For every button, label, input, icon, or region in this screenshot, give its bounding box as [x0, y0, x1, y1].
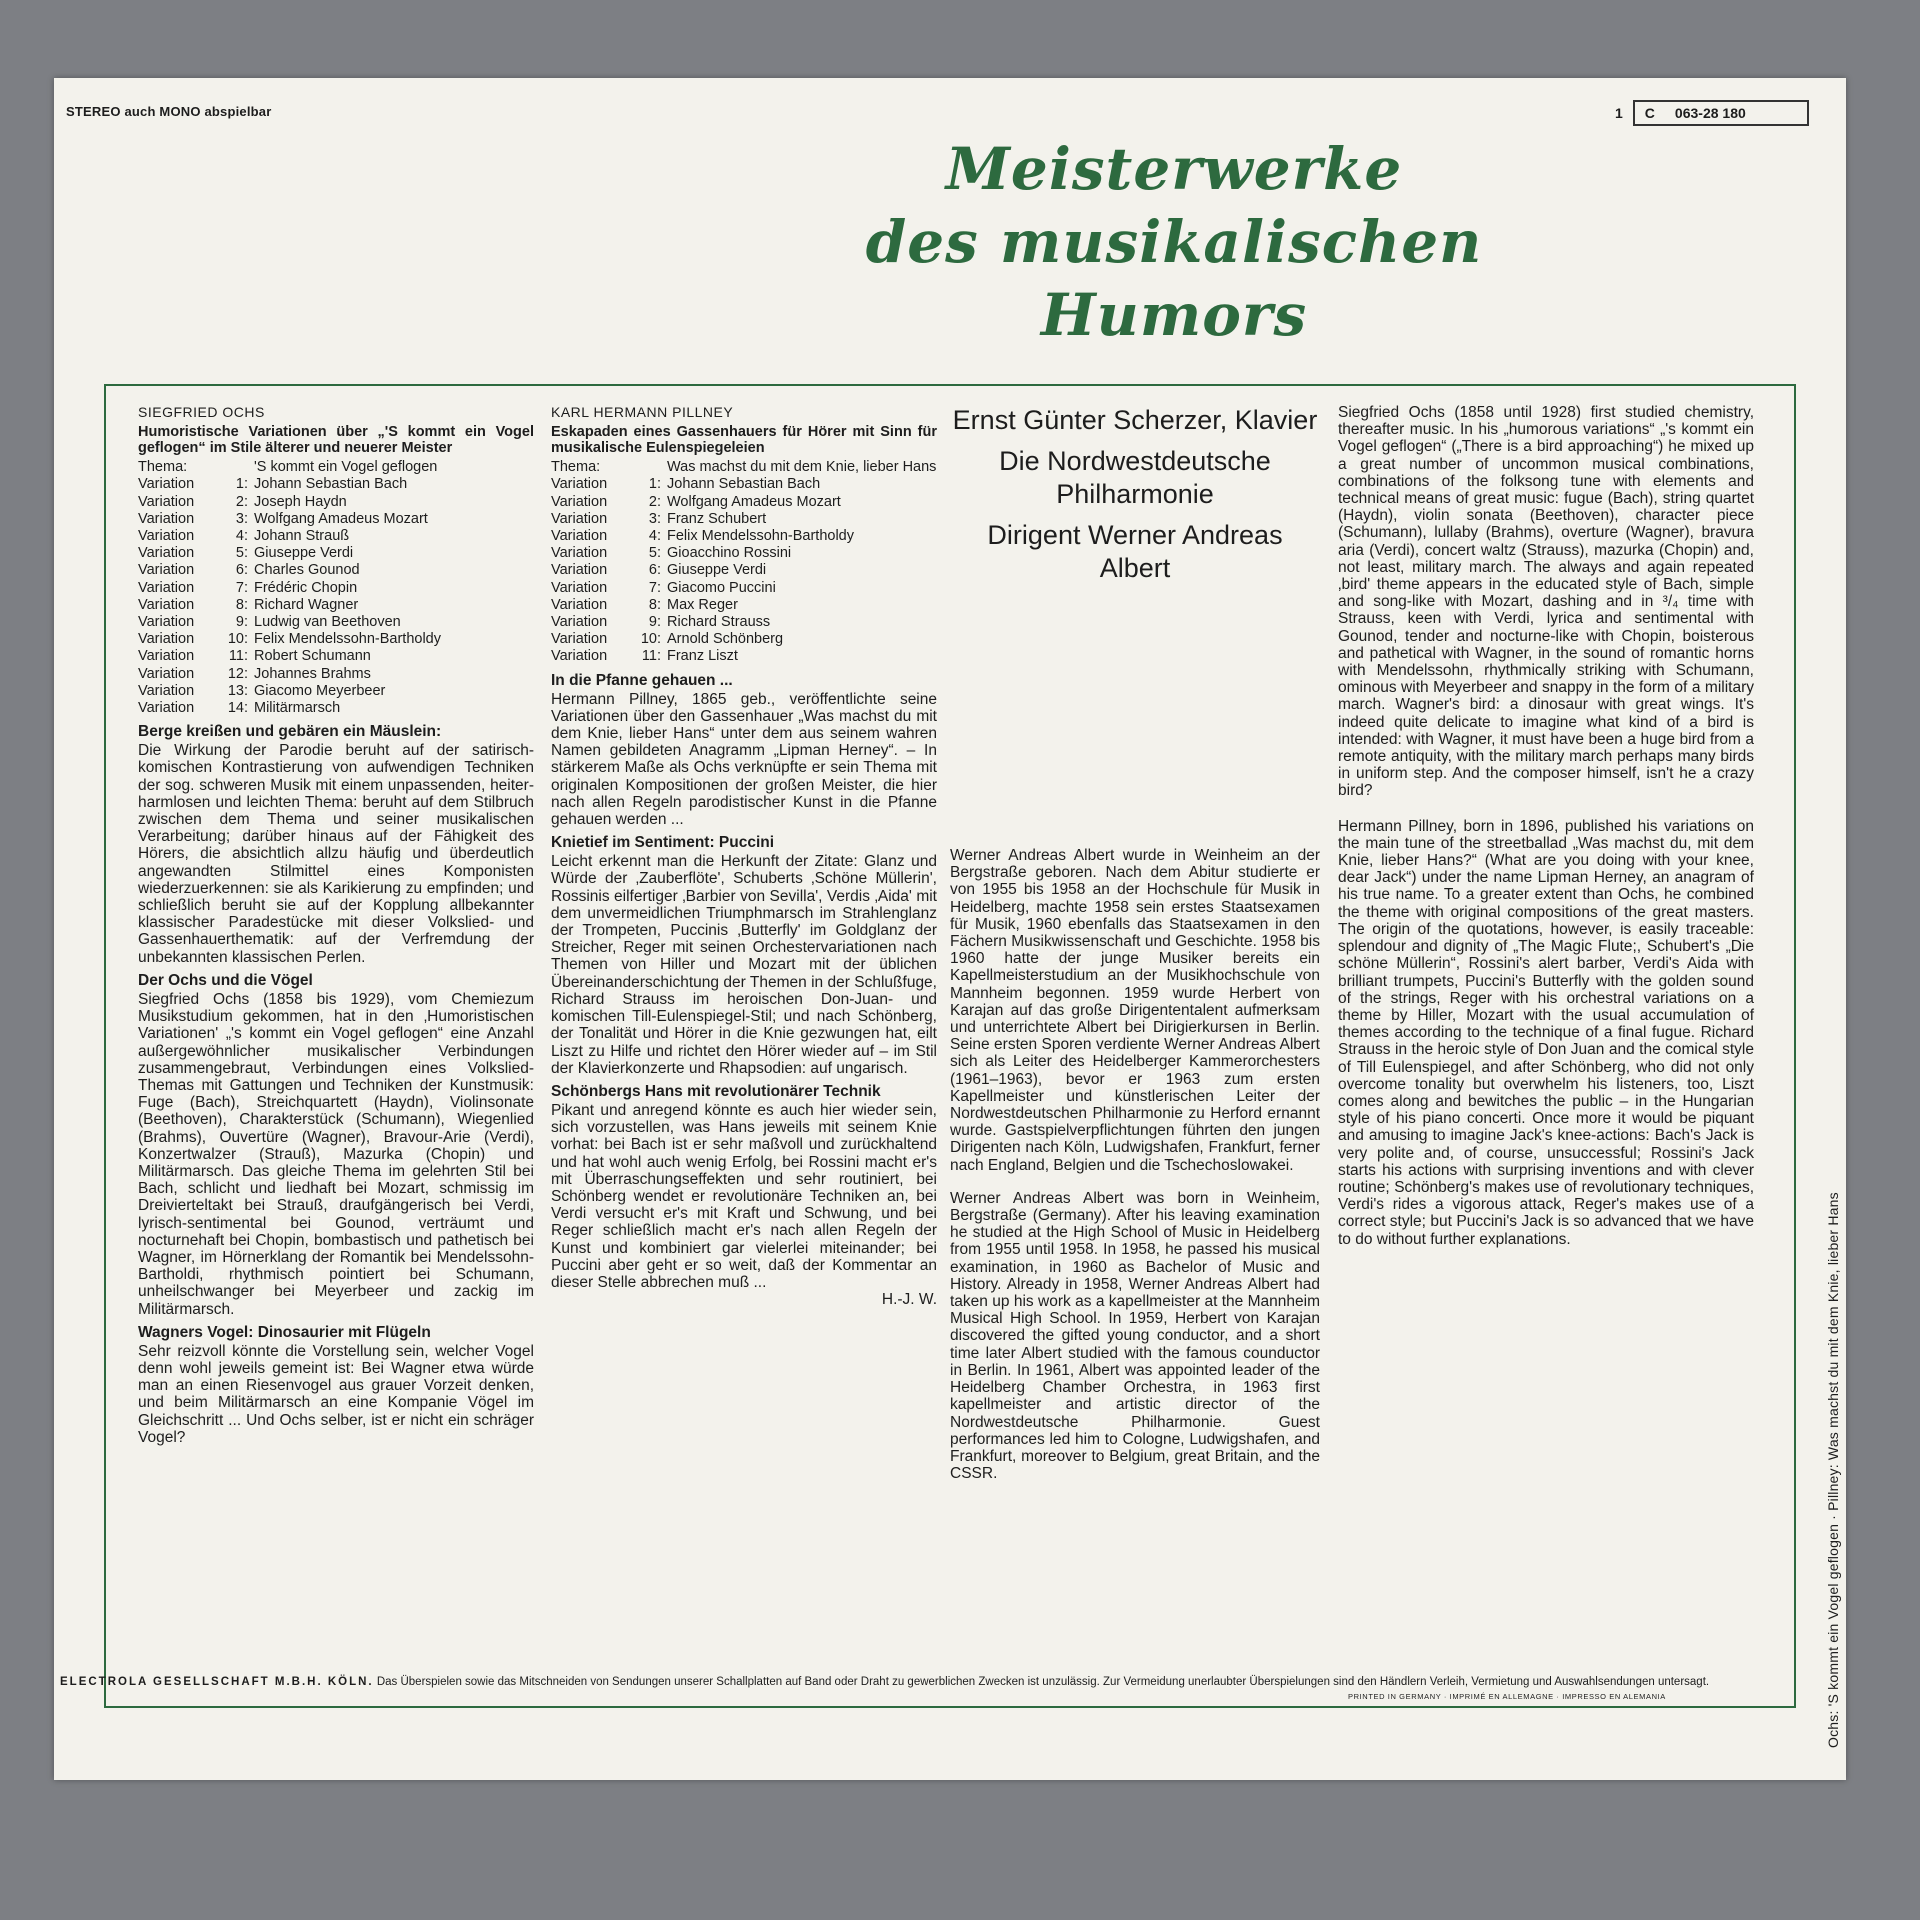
variation-number: 9: [648, 614, 661, 631]
column-ochs [138, 404, 534, 1446]
variation-row [138, 666, 534, 683]
section-heading: In die Pfanne gehauen ... [551, 671, 733, 689]
variation-number: 2: [648, 493, 661, 510]
footer-notice [60, 1675, 1760, 1690]
variation-row [138, 700, 534, 717]
variation-number: 4: [235, 528, 248, 545]
title-line-2: des musikalischen [865, 208, 1483, 276]
variation-composer: Johann Strauß [254, 528, 350, 545]
work-title: Eskapaden eines Gassenhauers für Hörer mit Sinn für musikalische Eulenspiegeleien [551, 424, 937, 457]
variation-composer: Johann Sebastian Bach [254, 476, 408, 493]
variation-row [551, 614, 937, 631]
variation-label: Variation [138, 579, 195, 596]
variation-row [551, 545, 937, 562]
thema-title: Was machst du mit dem Knie, lieber Hans [667, 459, 937, 476]
english-notes-pillney: Hermann Pillney, born in 1896, published his variations on the main tune of the streetballad „Was machst du, mit dem Knie, lieber Hans?“ (What are you doing with your knee, dear Jack“) under the name Lipman Herney, an anagram of his true name. To a greater extent than Ochs, he combined the theme with original compositions of the great masters. The origin of the quotations, however, is easily traceable: splendour and dignity of „The Magic Flute;, Schubert's „Die schöne Müllerin“, Rossini's alert barber, Verdi's Aida with brilliant trumpets, Puccini's Butterfly with the golden sound of the strings, Reger with his orchestral variations on a theme by Hiller, Mozart with the usual accumulation of themes according to the technique of a final fugue. Richard Strauss in the heroic style of Don Juan and the comical style of Till Eulenspiegel, and after Schönberg, who did not only overcome tonality but overwhelm his listeners, too, Liszt comes along and bewitches the public – in the Hungarian style of his piano concerti. Once more it would be piquant and amusing to imagine Jack's knee-actions: Bach's Jack is very polite and, of course, unsuccessful; Rossini's Jack starts his actions with surprising inventions and with clever routine; Schönberg's makes use of revolutionary techniques, Verdi's rides a vigorous attack, Reger's makes use of a correct style; but Puccini's Jack is so advanced that we have to do without further explanations. [1338, 817, 1754, 1248]
thema-label: Thema: [551, 459, 601, 476]
variation-label: Variation [138, 682, 195, 699]
variation-label: Variation [138, 493, 195, 510]
thema-title: 'S kommt ein Vogel geflogen [254, 459, 438, 476]
variation-number: 14: [227, 700, 248, 717]
variation-composer: Felix Mendelssohn-Bartholdy [254, 631, 441, 648]
variation-composer: Arnold Schönberg [667, 631, 784, 648]
variation-label: Variation [551, 562, 608, 579]
section-heading: Berge kreißen und gebären ein Mäuslein: [138, 723, 442, 741]
variation-number: 3: [235, 510, 248, 527]
variation-composer: Ludwig van Beethoven [254, 614, 401, 631]
variation-rows [551, 476, 937, 665]
variation-row [138, 494, 534, 511]
variation-label: Variation [138, 476, 195, 493]
section-text: Die Wirkung der Parodie beruht auf der satirisch-komischen Kontrastierung von aufwendigen Techniken der sog. schweren Musik mit einem unpassenden, heiter-harmlosen und leichten Thema: beruht auf dem Stilbruch zwischen dem Thema und seiner musikalischen Verarbeitung; darüber hinaus auf der Fähigkeit des Hörers, die absichtlich allzu häufig und überdeutlich angewandten Stilmittel eines Komponisten wiederzuerkennen: sie als Karikierung zu empfinden; und schließlich beruht sie auf der Kopplung allbekannter klassischer Paradestücke mit dieser Volkslied- und Gassenhauerthematik: auf der Verfremdung der unbekannten klassischen Perlen. [138, 742, 534, 966]
conductor-bio [950, 847, 1320, 1498]
variation-label: Variation [551, 596, 608, 613]
variation-number: 8: [648, 596, 661, 613]
section-heading: Der Ochs und die Vögel [138, 971, 313, 989]
thema-row [551, 459, 937, 476]
variation-label: Variation [551, 631, 608, 648]
section-heading: Schönbergs Hans mit revolutionärer Technik [551, 1082, 881, 1100]
variation-number: 10: [227, 631, 248, 648]
liner-notes-frame [104, 384, 1796, 1708]
variation-composer: Giacomo Meyerbeer [254, 682, 386, 699]
title-line-1: Meisterwerke [945, 135, 1403, 203]
printed-in-note: PRINTED IN GERMANY · IMPRIMÉ EN ALLEMAGNE · IMPRESSO EN ALEMANIA [1348, 1692, 1666, 1701]
variation-number: 2: [235, 493, 248, 510]
variation-row [551, 597, 937, 614]
variation-row [138, 511, 534, 528]
variation-label: Variation [138, 614, 195, 631]
column-performers [950, 404, 1320, 1483]
section-heading: Knietief im Sentiment: Puccini [551, 834, 775, 852]
section-text: Sehr reizvoll könnte die Vorstellung sein, welcher Vogel denn wohl jeweils gemeint ist: Bei Wagner etwa würde man an einen Riesenvogel aus grauer Vorzeit denken, und beim Militärmarsch an eine Kompanie Vögel im Gleichschritt ... Und Ochs selber, ist er nicht ein schräger Vogel? [138, 1342, 534, 1446]
variation-composer: Frédéric Chopin [254, 579, 358, 596]
variation-composer: Franz Liszt [667, 648, 738, 665]
variation-label: Variation [138, 648, 195, 665]
composer-name: SIEGFRIED OCHS [138, 404, 265, 420]
variation-composer: Giuseppe Verdi [667, 562, 767, 579]
bio-english: Werner Andreas Albert was born in Weinheim, Bergstraße (Germany). After his leaving examination he studied at the High School of Music in Heidelberg from 1955 until 1958. In 1958, he passed his musical examination, in 1960 as Bachelor of Music and History. Already in 1958, Werner Andreas Albert had taken up his work as a kapellmeister at the Mannheim Musical High School. In 1959, Herbert von Karajan discovered the gifted young conductor, and a short time later Albert studied with the famous counductor in Berlin. In 1961, Albert was appointed leader of the Heidelberg Chamber Orchestra, in 1963 first kapellmeister and artistic director of the Nordwestdeutsche Philharmonie. Guest performances led him to Cologne, Ludwigshafen, and Frankfurt, moreover to Belgium, great Britain, and the CSSR. [950, 1189, 1320, 1483]
variation-number: 6: [235, 562, 248, 579]
variation-row [551, 494, 937, 511]
variation-list [551, 459, 937, 665]
variation-row [138, 648, 534, 665]
stereo-note: STEREO auch MONO abspielbar [66, 104, 272, 119]
variation-composer: Giacomo Puccini [667, 579, 776, 596]
variation-label: Variation [138, 528, 195, 545]
variation-number: 9: [235, 614, 248, 631]
variation-row [551, 511, 937, 528]
variation-composer: Wolfgang Amadeus Mozart [254, 510, 428, 527]
variation-row [138, 683, 534, 700]
variation-row [138, 597, 534, 614]
section-text: Siegfried Ochs (1858 bis 1929), vom Chemiezum Musikstudium gekommen, hat in den ‚Humoristischen Variationen' „'s kommt ein Vogel geflogen“ eine Anzahl außergewöhnlicher musikalischer Verbindungen zusammengebraut, Verbindungen eines Volkslied-Themas mit Gattungen und Techniken der Kunstmusik: Fuge (Bach), Streichquartett (Haydn), Violinsonate (Beethoven), Charakterstück (Schumann), Wiegenlied (Brahms), Ouvertüre (Wagner), Bravour-Arie (Verdi), Konzertwalzer (Strauß), Mazurka (Chopin) und Militärmarsch. Das gleiche Thema im gelehrten Stil bei Bach, schlicht und liedhaft bei Mozart, schmissig im Dreivierteltakt bei Strauß, draufgängerisch bei Verdi, lyrisch-sentimental bei Gounod, verträumt und nocturnehaft bei Chopin, bombastisch und pathetisch bei Wagner, im Hörnerklang der Romantik bei Mendelssohn-Bartholdi, rhythmisch pointiert bei Schumann, unheilschwanger bei Meyerbeer und zackig im Militärmarsch. [138, 990, 534, 1318]
english-notes-ochs: Siegfried Ochs (1858 until 1928) first studied chemistry, thereafter music. In his „humorous variations“ „'s kommt ein Vogel geflogen“ („There is a bird approaching“) he mixed up a great number of uncommon musical combinations, combinations of the folksong tune with elements and technical means of great music: fugue (Bach), string quartet (Haydn), violin sonata (Beethoven), character piece (Schumann), lullaby (Brahms), overture (Wagner), bravura aria (Verdi), concert waltz (Strauss), mazurka (Chopin) and, not least, military march. The always and again repeated ‚bird' theme appears in the educated style of Bach, simple and song-like with Mozart, dashing and in ³/₄ time with Strauss, keen with Verdi, lyrica and sentimental with Gounod, tender and nocturne-like with Chopin, boisterous and pathetical with Wagner, in the sound of romantic horns with Mendelssohn, rhythmically striking with Schumann, ominous with Meyerbeer and snappy in the form of a military march. Wagner's bird: a dinosaur with great wings. It's indeed quite delicate to imagine what kind of a bird is intended: with Wagner, it must have been a huge bird from a remote antiquity, with the military march perhaps many birds in uniform step. And the composer himself, isn't he a crazy bird? [1338, 404, 1754, 800]
variation-row [138, 631, 534, 648]
variation-label: Variation [551, 614, 608, 631]
variation-composer: Richard Strauss [667, 614, 771, 631]
variation-number: 3: [648, 510, 661, 527]
variation-label: Variation [551, 528, 608, 545]
thema-row [138, 459, 534, 476]
variation-label: Variation [551, 579, 608, 596]
variation-number: 11: [228, 648, 248, 665]
variation-list [138, 459, 534, 717]
variation-row [138, 562, 534, 579]
variation-number: 7: [648, 579, 661, 596]
variation-label: Variation [138, 545, 195, 562]
variation-composer: Richard Wagner [254, 596, 359, 613]
column-english-notes [1338, 404, 1754, 1266]
column-pillney [551, 404, 937, 1308]
copyright-notice: Das Überspielen sowie das Mitschneiden von Sendungen unserer Schallplatten auf Band oder Draht zu gewerblichen Zwecken ist unzulässig. Zur Vermeidung unerlaubter Überspielungen sind den Händlern Verleih, Vermietung und Auswahlsendungen untersagt. [376, 1676, 1710, 1688]
variation-composer: Johann Sebastian Bach [667, 476, 821, 493]
section-text: Leicht erkennt man die Herkunft der Zitate: Glanz und Würde der ‚Zauberflöte', Schuberts ‚Schöne Müllerin', Rossinis eilfertiger ‚Barbier von Sevilla', Verdis ‚Aida' mit dem unvermeidlichen Triumphmarsch im Strahlenglanz der Trompeten, Puccinis ‚Butterfly' im Goldglanz der Streicher, Reger mit seinen Orchestervariationen nach Themen von Hiller und Mozart mit der üblichen Übereinanderschichtung der Themen in der Schlußfuge, Richard Strauss im heroischen Don-Juan- und komischen Till-Eulenspiegel-Stil; und nach Schönberg, der Tonalität und Hörer in die Knie gezwungen hat, eilt Liszt zu Hilfe und richtet den Hörer wieder auf – im Stil der Klavierkonzerte und Rhapsodien: auf ungarisch. [551, 853, 937, 1077]
variation-label: Variation [551, 545, 608, 562]
variation-composer: Max Reger [667, 596, 738, 613]
composer-name: KARL HERMANN PILLNEY [551, 404, 734, 420]
variation-composer: Robert Schumann [254, 648, 371, 665]
variation-composer: Militärmarsch [254, 700, 341, 717]
variation-row [551, 631, 937, 648]
catalog-box [1633, 100, 1809, 126]
variation-number: 8: [235, 596, 248, 613]
section-heading: Wagners Vogel: Dinosaurier mit Flügeln [138, 1323, 431, 1341]
variation-label: Variation [551, 510, 608, 527]
variation-row [138, 545, 534, 562]
variation-row [551, 528, 937, 545]
label-company: ELECTROLA GESELLSCHAFT M.B.H. KÖLN. [60, 1676, 374, 1688]
side-number: 1 [1615, 105, 1623, 121]
title-line-3: Humors [1040, 281, 1308, 349]
variation-row [551, 562, 937, 579]
variation-number: 1: [648, 476, 661, 493]
variation-row [138, 580, 534, 597]
variation-label: Variation [138, 562, 195, 579]
variation-rows [138, 476, 534, 717]
variation-number: 4: [648, 528, 661, 545]
album-title [814, 133, 1534, 352]
variation-composer: Giuseppe Verdi [254, 545, 354, 562]
catalog-code: 063-28 180 [1674, 105, 1746, 121]
performer-conductor: Dirigent Werner Andreas Albert [987, 520, 1283, 583]
work-title: Humoristische Variationen über „'S kommt ein Vogel geflogen“ im Stile älterer und neuerer Meister [138, 424, 534, 457]
variation-row [138, 476, 534, 493]
variation-number: 5: [648, 545, 661, 562]
catalog-prefix: C [1644, 105, 1655, 121]
performer-orchestra: Die Nordwestdeutsche Philharmonie [999, 446, 1271, 509]
spine-text: Ochs: 'S kommt ein Vogel geflogen · Pillney: Was machst du mit dem Knie, lieber Hans [1825, 1192, 1841, 1748]
variation-composer: Wolfgang Amadeus Mozart [667, 493, 841, 510]
variation-row [551, 648, 937, 665]
variation-row [138, 528, 534, 545]
variation-number: 6: [648, 562, 661, 579]
variation-label: Variation [551, 648, 608, 665]
variation-number: 7: [235, 579, 248, 596]
variation-label: Variation [138, 510, 195, 527]
bio-german: Werner Andreas Albert wurde in Weinheim an der Bergstraße geboren. Nach dem Abitur studierte er von 1955 bis 1958 an der Hochschule für Musik in Heidelberg, machte 1958 sein erstes Staatsexamen für Musik, 1960 ebenfalls das Staatsexamen in den Fächern Musikwissenschaft und Geschichte. 1958 bis 1960 hatte der junge Musiker bereits ein Kapellmeisterstudium an der Musikhochschule von Mannheim begonnen. 1959 wurde Herbert von Karajan auf das große Dirigententalent aufmerksam und unterrichtete Albert bei Dirigierkursen in Berlin. Seine ersten Sporen verdiente Werner Andreas Albert sich als Leiter des Heidelberger Kammerorchesters (1961–1963), bevor er 1963 zum ersten Kapellmeister und künstlerischen Leiter der Nordwestdeutschen Philharmonie zu Herford ernannt wurde. Gastspielverpflichtungen führten den jungen Dirigenten nach Köln, Ludwigshafen, Frankfurt, ferner nach England, Belgien und die Tschechoslowakei. [950, 847, 1320, 1174]
variation-row [551, 476, 937, 493]
thema-label: Thema: [138, 459, 188, 476]
variation-label: Variation [551, 493, 608, 510]
variation-composer: Joseph Haydn [254, 493, 347, 510]
variation-label: Variation [138, 700, 195, 717]
variation-number: 10: [640, 631, 661, 648]
variation-label: Variation [138, 631, 195, 648]
variation-label: Variation [551, 476, 608, 493]
variation-label: Variation [138, 596, 195, 613]
record-sleeve-back [54, 78, 1846, 1780]
variation-number: 1: [235, 476, 248, 493]
variation-number: 11: [641, 648, 661, 665]
variation-row [138, 614, 534, 631]
variation-composer: Felix Mendelssohn-Bartholdy [667, 528, 854, 545]
variation-number: 12: [227, 665, 248, 682]
variation-composer: Franz Schubert [667, 510, 767, 527]
variation-composer: Charles Gounod [254, 562, 360, 579]
variation-composer: Johannes Brahms [254, 665, 371, 682]
variation-number: 13: [227, 682, 248, 699]
variation-number: 5: [235, 545, 248, 562]
catalog-number [1615, 100, 1809, 126]
section-text: Hermann Pillney, 1865 geb., veröffentlichte seine Variationen über den Gassenhauer „Was machst du mit dem Knie, lieber Hans“ unter dem aus seinem wahren Namen gebildeten Anagramm „Lipman Herney“. – In stärkerem Maße als Ochs verknüpfte er sein Thema mit originalen Kompositionen der großen Meister, die hier nach allen Regeln parodistischer Kunst in die Pfanne gehauen werden ... [551, 690, 937, 829]
variation-composer: Gioacchino Rossini [667, 545, 792, 562]
section-text: Pikant und anregend könnte es auch hier wieder sein, sich vorzustellen, was Hans jeweils mit seinem Knie vorhat: bei Bach ist er sehr maßvoll und zurückhaltend und hat wohl auch wenig Erfolg, bei Rossini macht er's mit Überraschungseffekten und sehr routiniert, bei Schönberg wendet er revolutionäre Techniken an, bei Verdi versucht er's mit Kraft und Schwung, und bei Reger schließlich macht er's nach allen Regeln der Kunst und kombiniert gar vielerlei miteinander; bei Puccini aber geht er so weit, daß der Kommentar an dieser Stelle abbrechen muß ... [551, 1101, 937, 1291]
performer-pianist: Ernst Günter Scherzer, Klavier [952, 405, 1318, 435]
variation-row [551, 580, 937, 597]
variation-label: Variation [138, 665, 195, 682]
author-signature: H.-J. W. [881, 1291, 937, 1309]
